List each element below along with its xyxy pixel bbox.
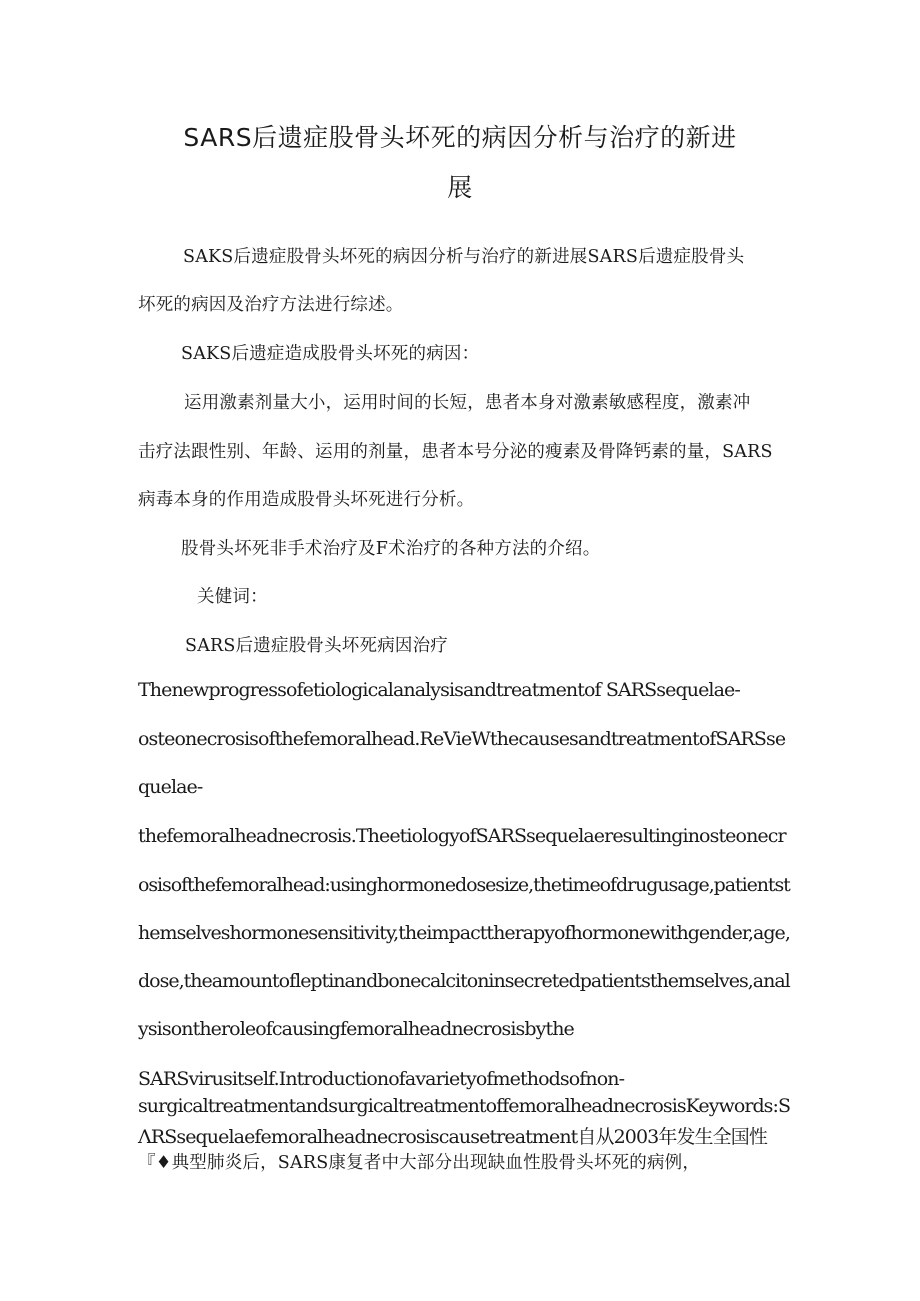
paragraph-line: 病毒本身的作用造成股骨头坏死进行分析。 (138, 490, 475, 510)
paragraph-line: 『♦典型肺炎后，SARS康复者中大部分出现缺血性股骨头坏死的病例， (138, 1153, 701, 1173)
title-line-1: SARS后遗症股骨头坏死的病因分析与治疗的新进 (183, 123, 737, 152)
paragraph-line: 运用激素剂量大小，运用时间的长短，患者本身对激素敏感程度，激素冲 (184, 393, 751, 413)
abstract-line: ΛRSsequelaefemoralheadnecrosiscausetreatment自从2003年发生全国性 (138, 1126, 767, 1148)
paragraph-line: 击疗法跟性别、年龄、运用的剂量，患者本号分泌的瘦素及骨降钙素的量，SARS (138, 442, 773, 462)
paragraph-line: 股骨头坏死非手术治疗及F术治疗的各种方法的介绍。 (181, 539, 601, 559)
keywords-line: SARS后遗症股骨头坏死病因治疗 (185, 636, 448, 656)
abstract-line: Thenewprogressofetiologicalanalysisandtreatmentof SARSsequelae- (138, 679, 740, 701)
keywords-label: 关健词： (197, 587, 268, 607)
abstract-line: SARSvirusitself.Introductionofavarietyofmethodsofnon- (138, 1068, 625, 1090)
abstract-line: thefemoralheadnecrosis.TheetiologyofSARSsequelaeresultinginosteonecr (138, 825, 786, 847)
title-line-2: 展 (447, 173, 473, 202)
abstract-line: hemselveshormonesensitivity,theimpacttherapyofhormonewithgender,age, (138, 922, 790, 944)
abstract-line: osisofthefemoralhead:usinghormonedosesize,thetimeofdrugusage,patientst (138, 874, 790, 896)
abstract-line: osteonecrosisofthefemoralhead.ReVieWthecausesandtreatmentofSARSse (138, 728, 786, 750)
paragraph-line: 坏死的病因及治疗方法进行综述。 (138, 295, 404, 315)
abstract-line: surgicaltreatmentandsurgicaltreatmentoffemoralheadnecrosisKeywords:S (138, 1095, 791, 1117)
paragraph-line: SAKS后遗症股骨头坏死的病因分析与治疗的新进展SARS后遗症股骨头 (183, 247, 745, 267)
abstract-line: quelae- (138, 776, 203, 798)
abstract-line: ysisontheroleofcausingfemoralheadnecrosisbythe (138, 1018, 574, 1040)
paragraph-line: SAKS后遗症造成股骨头坏死的病因： (181, 344, 480, 364)
abstract-line: dose,theamountofleptinandbonecalcitoninsecretedpatientsthemselves,anal (138, 970, 790, 992)
